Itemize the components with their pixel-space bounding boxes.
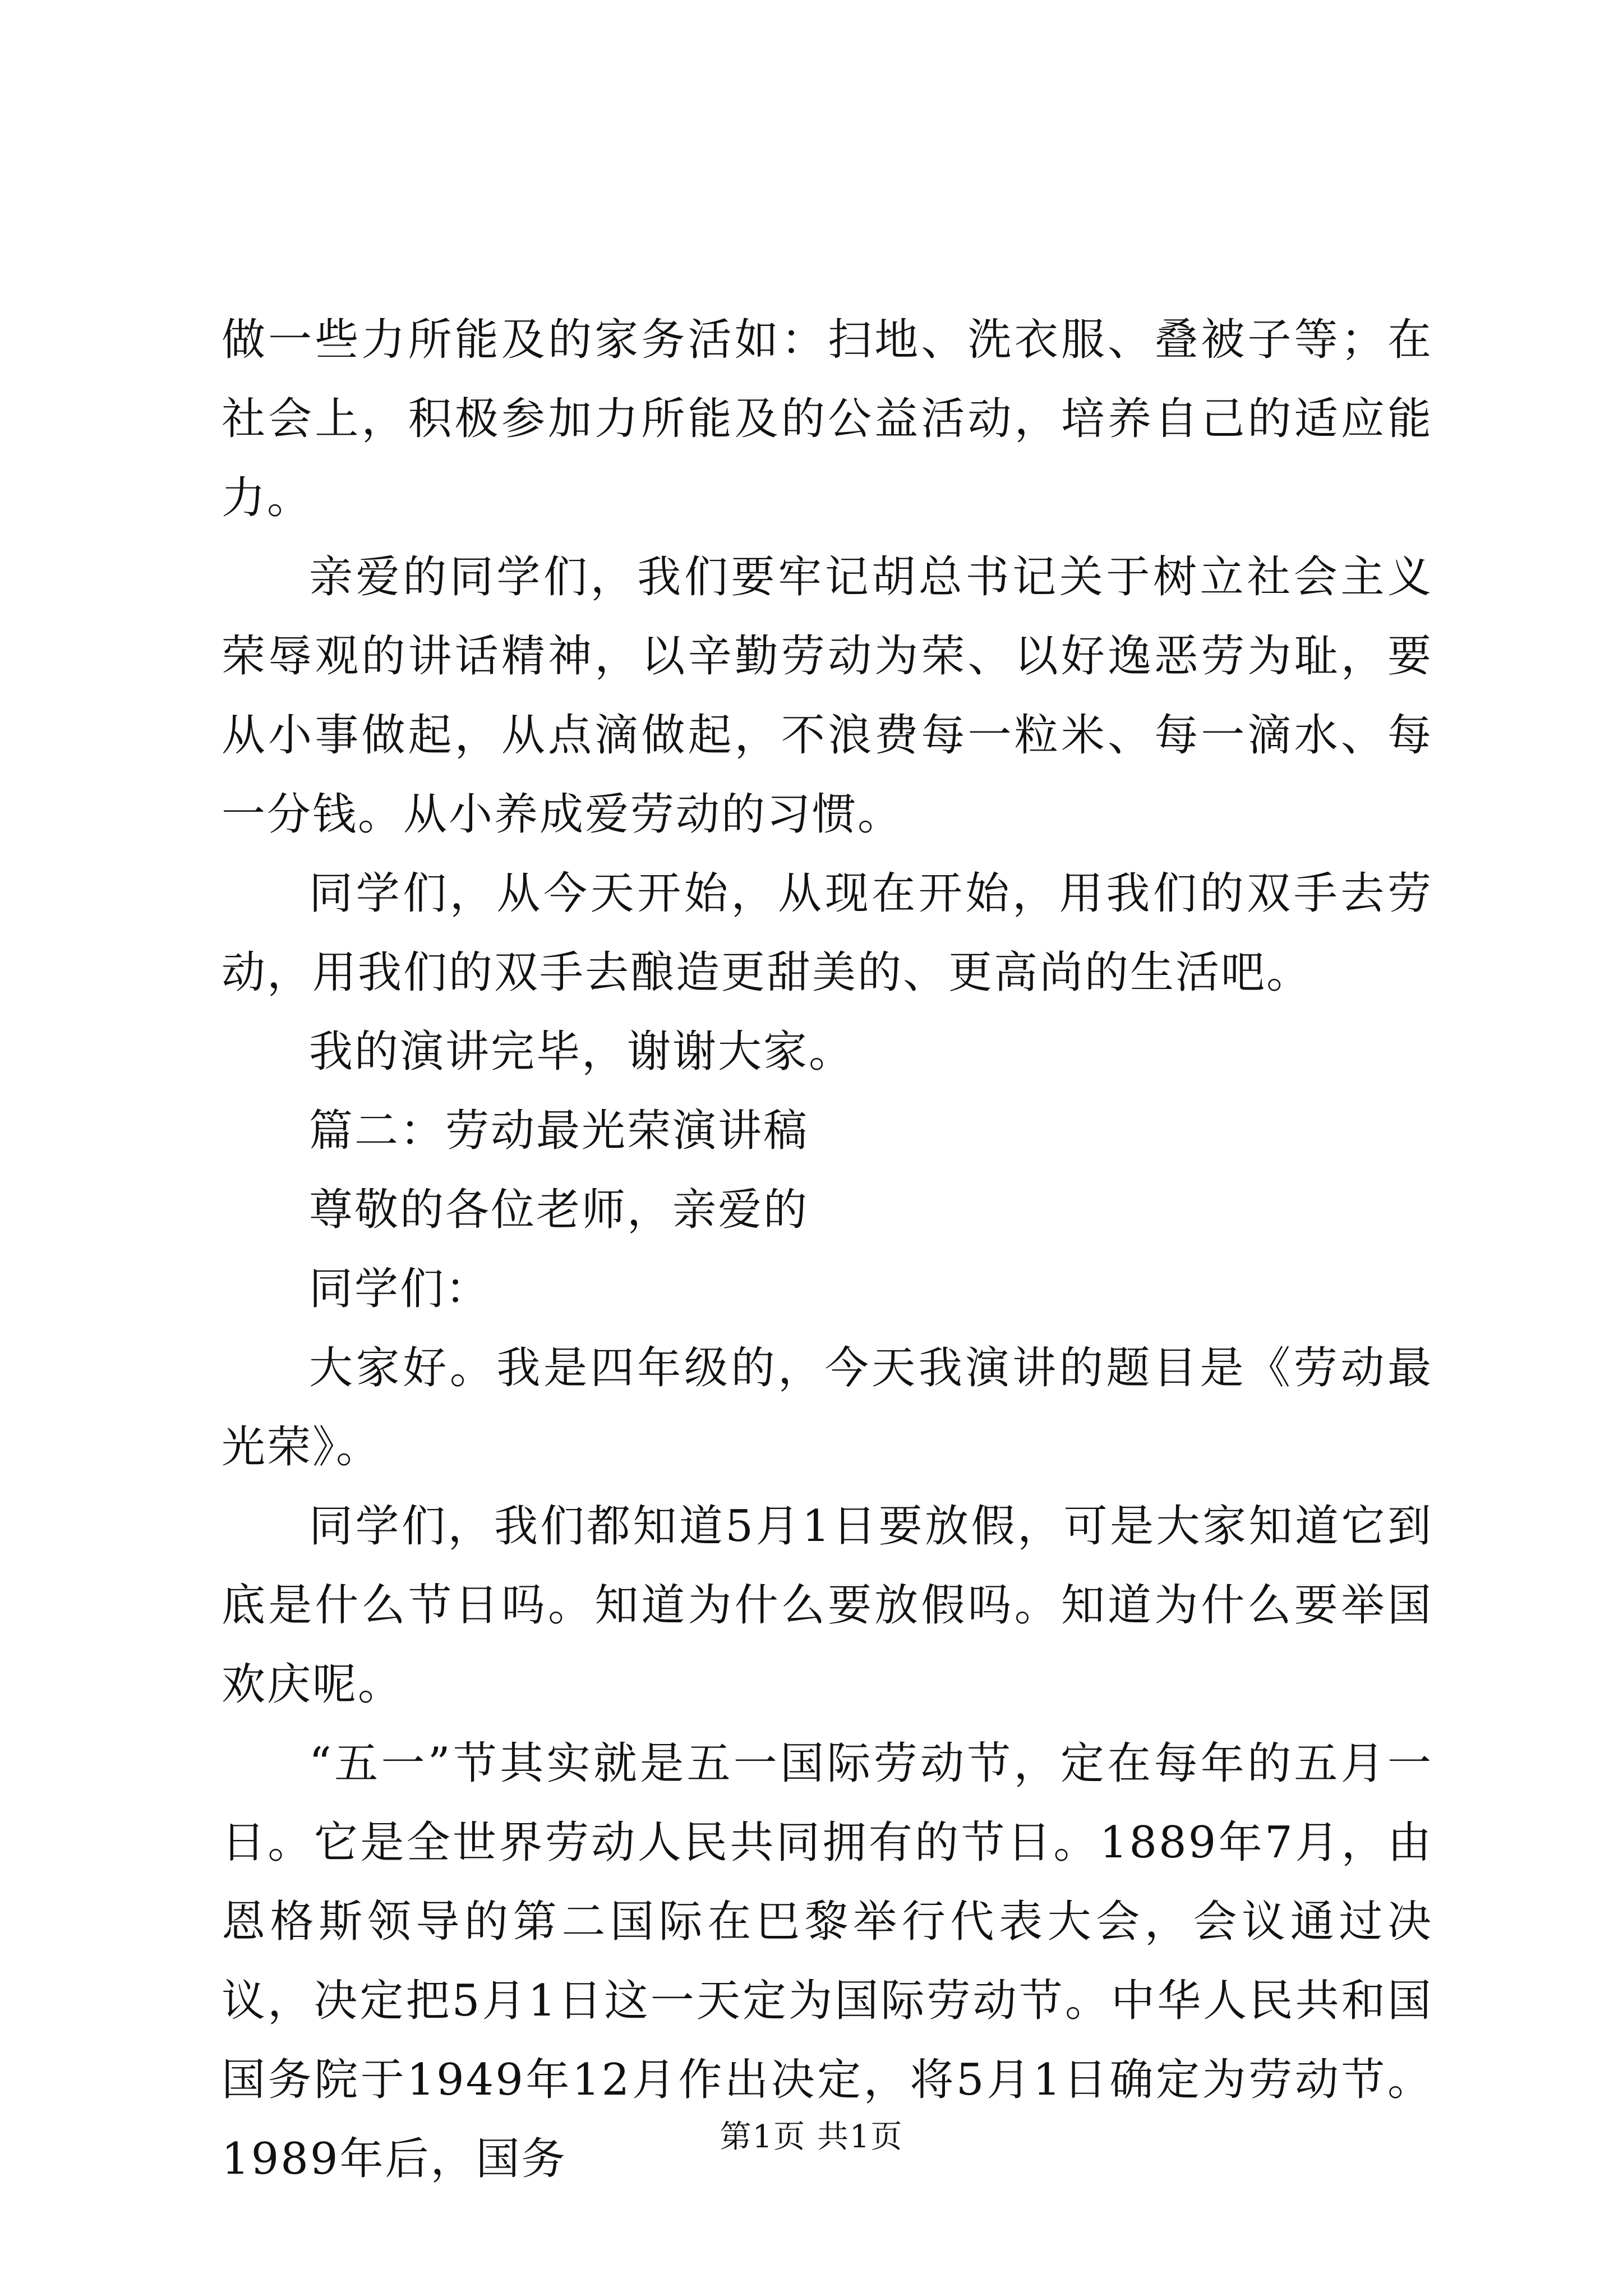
paragraph: “五一”节其实就是五一国际劳动节，定在每年的五月一日。它是全世界劳动人民共同拥有的节日。1889年7月，由恩格斯领导的第二国际在巴黎举行代表大会，会议通过决议，决定把5月1日这一天定为国际劳动节。中华人民共和国国务院于1949年12月作出决定，将5月1日确定为劳动节。1989年后，国务: [222, 1738, 1433, 2184]
paragraph: 亲爱的同学们，我们要牢记胡总书记关于树立社会主义荣辱观的讲话精神，以辛勤劳动为荣、以好逸恶劳为耻，要从小事做起，从点滴做起，不浪费每一粒米、每一滴水、每一分钱。从小养成爱劳动的习惯。: [222, 552, 1433, 840]
paragraph: 我的演讲完毕，谢谢大家。: [309, 1027, 855, 1077]
paragraph: 同学们，我们都知道5月1日要放假，可是大家知道它到底是什么节日吗。知道为什么要放假吗。知道为什么要举国欢庆呢。: [222, 1501, 1433, 1710]
page-footer: [0, 2118, 1623, 2157]
paragraph: 做一些力所能及的家务活如：扫地、洗衣服、叠被子等；在社会上，积极参加力所能及的公益活动，培养自己的适应能力。: [222, 315, 1433, 523]
paragraph: 同学们，从今天开始，从现在开始，用我们的双手去劳动，用我们的双手去酿造更甜美的、更高尚的生活吧。: [222, 868, 1433, 998]
salutation: 同学们：: [309, 1264, 491, 1314]
document-body: [222, 301, 1433, 2199]
section-heading: 篇二：劳动最光荣演讲稿: [309, 1106, 809, 1156]
paragraph: 大家好。我是四年级的，今天我演讲的题目是《劳动最光荣》。: [222, 1343, 1433, 1473]
page-number: 第1页 共1页: [720, 2119, 903, 2155]
salutation: 尊敬的各位老师，亲爱的: [309, 1185, 809, 1235]
